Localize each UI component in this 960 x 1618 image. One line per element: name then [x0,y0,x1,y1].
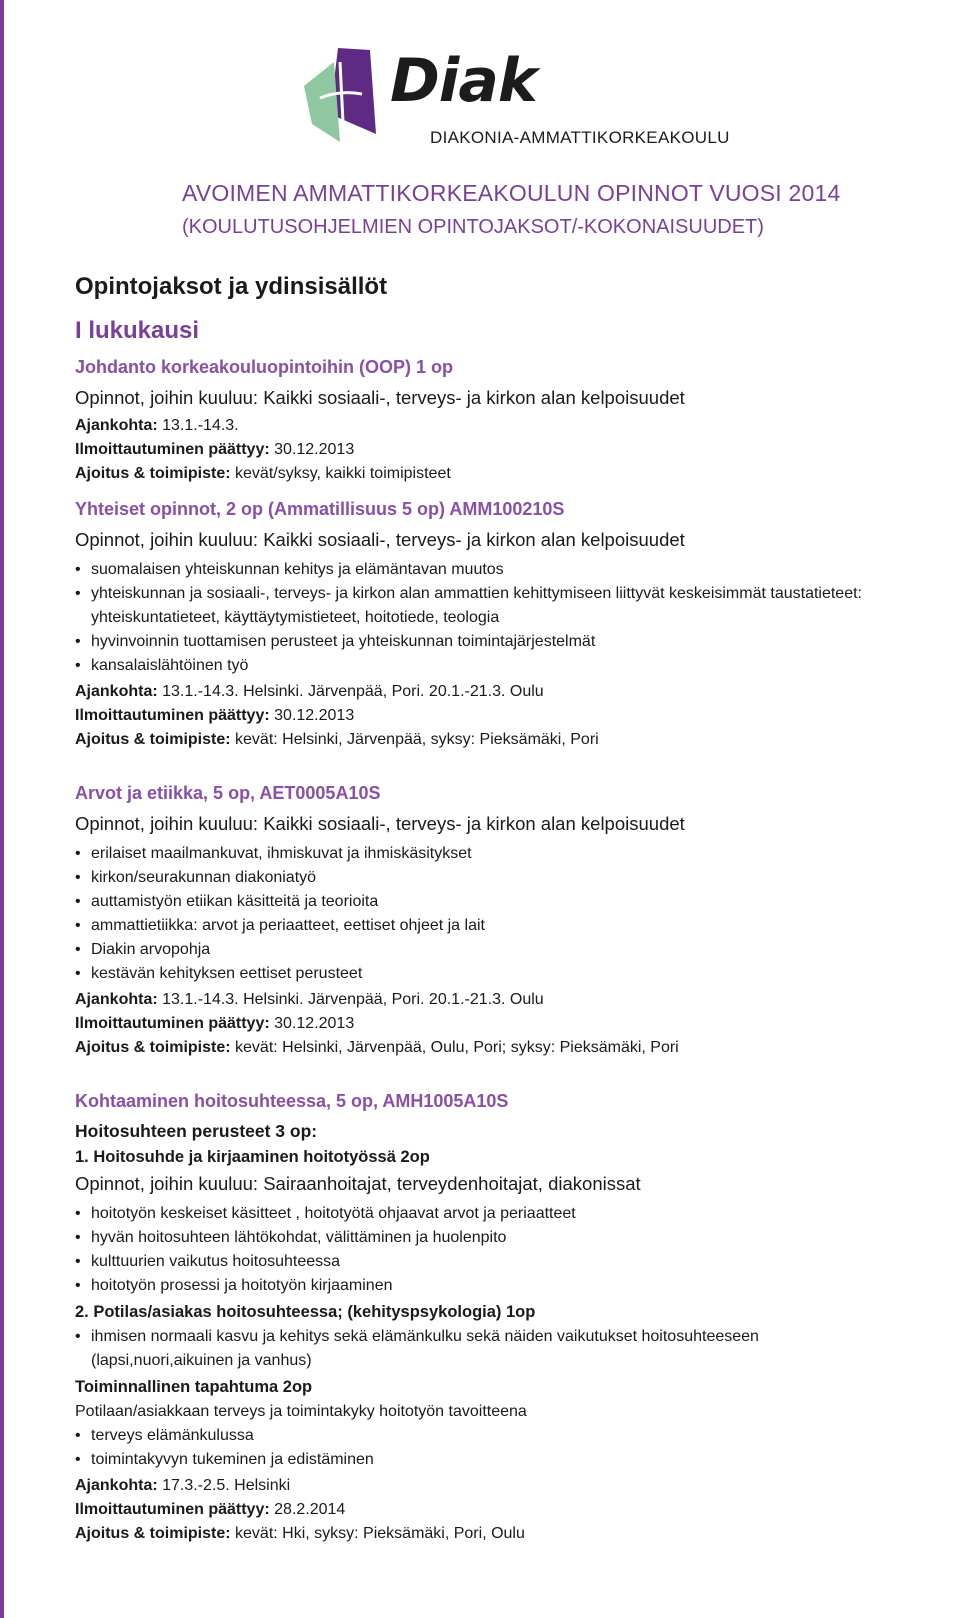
course-subheading: Hoitosuhteen perusteet 3 op: [75,1121,318,1141]
part3-content-list [75,1424,955,1472]
course-title: Kohtaaminen hoitosuhteessa, 5 op, AMH1005A10S [75,1091,509,1111]
list-item: • Diakin arvopohja [75,938,955,962]
course-ilmoittautuminen [75,704,955,728]
course-ajankohta [75,414,955,438]
list-item: • kansalaislähtöinen työ [75,654,955,678]
ajankohta-value: 13.1.-14.3. [162,417,239,434]
course-ajoitus [75,728,955,752]
course-oop [75,354,955,486]
course-title: Johdanto korkeakouluopintoihin (OOP) 1 op [75,357,453,377]
list-item: • auttamistyön etiikan käsitteitä ja teorioita [75,890,955,914]
course-ajankohta [75,988,955,1012]
ajankohta-label: Ajankohta: [75,417,158,434]
course-amh1005a10s [75,1088,955,1546]
ilmoittautuminen-value: 30.12.2013 [274,441,355,458]
page-left-rule [0,0,4,1618]
list-item: • kestävän kehityksen eettiset perusteet [75,962,955,986]
ajankohta-value: 13.1.-14.3. Helsinki. Järvenpää, Pori. 20.1.-21.3. Oulu [162,991,544,1008]
part3-text: Potilaan/asiakkaan terveys ja toimintakyky hoitotyön tavoitteena [75,1403,527,1420]
course-aet0005a10s [75,780,955,1060]
list-item: • hyvinvoinnin tuottamisen perusteet ja yhteiskunnan toimintajärjestelmät [75,630,955,654]
course-eligibility: Opinnot, joihin kuuluu: Kaikki sosiaali-, terveys- ja kirkon alan kelpoisuudet [75,813,685,834]
ilmoittautuminen-value: 28.2.2014 [274,1501,346,1518]
ajoitus-value: kevät: Hki, syksy: Pieksämäki, Pori, Oulu [235,1525,525,1542]
course-eligibility: Opinnot, joihin kuuluu: Kaikki sosiaali-, terveys- ja kirkon alan kelpoisuudet [75,387,685,408]
ajankohta-label: Ajankohta: [75,683,158,700]
ajankohta-label: Ajankohta: [75,1477,158,1494]
part3-title: Toiminnallinen tapahtuma 2op [75,1378,313,1396]
course-ajoitus [75,1522,955,1546]
part2-title: 2. Potilas/asiakas hoitosuhteessa; (kehityspsykologia) 1op [75,1303,536,1321]
course-title: Yhteiset opinnot, 2 op (Ammatillisuus 5 op) AMM100210S [75,499,565,519]
course-eligibility: Opinnot, joihin kuuluu: Sairaanhoitajat, terveydenhoitajat, diakonissat [75,1173,641,1194]
ajankohta-value: 13.1.-14.3. Helsinki. Järvenpää, Pori. 20.1.-21.3. Oulu [162,683,544,700]
course-content-list [75,558,955,678]
course-ilmoittautuminen [75,438,955,462]
document-title: AVOIMEN AMMATTIKORKEAKOULUN OPINNOT VUOSI 2014 [182,180,841,206]
list-item: • terveys elämänkulussa [75,1424,955,1448]
ajoitus-label: Ajoitus & toimipiste: [75,465,231,482]
part1-content-list [75,1202,955,1298]
list-item: • ammattietiikka: arvot ja periaatteet, eettiset ohjeet ja lait [75,914,955,938]
document-subtitle: (KOULUTUSOHJELMIEN OPINTOJAKSOT/-KOKONAISUUDET) [182,216,764,238]
ajoitus-label: Ajoitus & toimipiste: [75,731,231,748]
logo-subtitle: DIAKONIA-AMMATTIKORKEAKOULU [430,128,730,147]
list-item: • hyvän hoitosuhteen lähtökohdat, välittäminen ja huolenpito [75,1226,955,1250]
course-ajoitus [75,462,955,486]
list-item: • suomalaisen yhteiskunnan kehitys ja elämäntavan muutos [75,558,955,582]
course-ajankohta [75,680,955,704]
list-item: • hoitotyön keskeiset käsitteet , hoitotyötä ohjaavat arvot ja periaatteet [75,1202,955,1226]
course-ajoitus [75,1036,955,1060]
ajoitus-value: kevät: Helsinki, Järvenpää, Oulu, Pori; syksy: Pieksämäki, Pori [235,1039,679,1056]
list-item: • erilaiset maailmankuvat, ihmiskuvat ja ihmiskäsitykset [75,842,955,866]
course-ilmoittautuminen [75,1498,955,1522]
diak-logo-mark-icon [300,42,386,150]
part2-content-list [75,1325,955,1373]
course-ilmoittautuminen [75,1012,955,1036]
section-title: Opintojaksot ja ydinsisällöt [75,273,388,300]
ilmoittautuminen-label: Ilmoittautuminen päättyy: [75,707,270,724]
list-item: • toimintakyvyn tukeminen ja edistäminen [75,1448,955,1472]
ajankohta-label: Ajankohta: [75,991,158,1008]
ilmoittautuminen-label: Ilmoittautuminen päättyy: [75,441,270,458]
part1-title: 1. Hoitosuhde ja kirjaaminen hoitotyössä 2op [75,1148,430,1166]
ajoitus-label: Ajoitus & toimipiste: [75,1525,231,1542]
main-content [75,272,955,1568]
ajoitus-value: kevät: Helsinki, Järvenpää, syksy: Pieksämäki, Pori [235,731,599,748]
ilmoittautuminen-value: 30.12.2013 [274,707,355,724]
course-ajankohta [75,1474,955,1498]
list-item: • kirkon/seurakunnan diakoniatyö [75,866,955,890]
ajoitus-value: kevät/syksy, kaikki toimipisteet [235,465,451,482]
course-title: Arvot ja etiikka, 5 op, AET0005A10S [75,783,381,803]
ilmoittautuminen-label: Ilmoittautuminen päättyy: [75,1015,270,1032]
ilmoittautuminen-label: Ilmoittautuminen päättyy: [75,1501,270,1518]
term-title: I lukukausi [75,317,200,344]
ajankohta-value: 17.3.-2.5. Helsinki [162,1477,291,1494]
logo-wordmark: Diak [390,46,537,116]
course-eligibility: Opinnot, joihin kuuluu: Kaikki sosiaali-, terveys- ja kirkon alan kelpoisuudet [75,529,685,550]
ajoitus-label: Ajoitus & toimipiste: [75,1039,231,1056]
course-amm100210s [75,496,955,752]
list-item: • ihmisen normaali kasvu ja kehitys sekä elämänkulku sekä näiden vaikutukset hoitosuhteeseen (lapsi,nuori,aikuinen ja vanhus) [75,1325,955,1373]
list-item: • yhteiskunnan ja sosiaali-, terveys- ja kirkon alan ammattien kehittymiseen liittyvät keskeisimmät taustatieteet: yhteiskuntatieteet, käyttäytymistieteet, hoitotiede, teologia [75,582,955,630]
ilmoittautuminen-value: 30.12.2013 [274,1015,355,1032]
list-item: • kulttuurien vaikutus hoitosuhteessa [75,1250,955,1274]
diak-logo [300,42,770,160]
course-content-list [75,842,955,986]
list-item: • hoitotyön prosessi ja hoitotyön kirjaaminen [75,1274,955,1298]
